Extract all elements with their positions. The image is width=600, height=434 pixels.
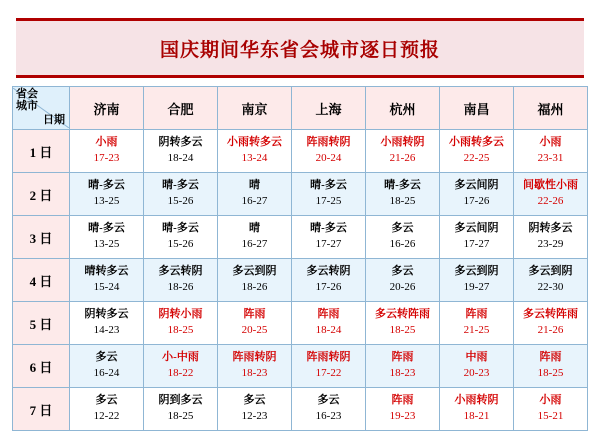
forecast-cell: 晴 16-27 — [218, 173, 292, 216]
forecast-cell: 小雨转多云 22-25 — [440, 130, 514, 173]
forecast-cell: 多云到阴 18-26 — [218, 259, 292, 302]
forecast-cell: 晴-多云 13-25 — [70, 216, 144, 259]
forecast-cell: 阴转多云 18-24 — [144, 130, 218, 173]
forecast-cell: 小雨转阴 18-21 — [440, 388, 514, 431]
row-day-label: 4 日 — [13, 259, 70, 302]
forecast-cell: 多云间阴 17-27 — [440, 216, 514, 259]
forecast-cell: 小雨 23-31 — [514, 130, 588, 173]
column-header-jinan: 济南 — [70, 87, 144, 130]
forecast-cell: 阵雨 18-23 — [366, 345, 440, 388]
row-day-label: 3 日 — [13, 216, 70, 259]
forecast-cell: 间歇性小雨 22-26 — [514, 173, 588, 216]
table-row — [13, 259, 588, 302]
forecast-cell: 多云转阴 17-26 — [292, 259, 366, 302]
column-header-fuzhou: 福州 — [514, 87, 588, 130]
row-day-label: 6 日 — [13, 345, 70, 388]
forecast-cell: 阵雨 18-24 — [292, 302, 366, 345]
forecast-cell: 多云转阵雨 21-26 — [514, 302, 588, 345]
column-header-hefei: 合肥 — [144, 87, 218, 130]
row-day-label: 1 日 — [13, 130, 70, 173]
table-row — [13, 130, 588, 173]
forecast-cell: 小雨 17-23 — [70, 130, 144, 173]
table-row — [13, 302, 588, 345]
page-title: 国庆期间华东省会城市逐日预报 — [159, 39, 440, 61]
forecast-cell: 阵雨 18-25 — [514, 345, 588, 388]
forecast-cell: 多云 12-23 — [218, 388, 292, 431]
table-header-row — [13, 87, 588, 130]
row-day-label: 5 日 — [13, 302, 70, 345]
column-header-hangzhou: 杭州 — [366, 87, 440, 130]
table-row — [13, 345, 588, 388]
forecast-cell: 阴转多云 23-29 — [514, 216, 588, 259]
row-day-label: 2 日 — [13, 173, 70, 216]
forecast-table-body — [13, 130, 588, 431]
forecast-cell: 小雨 15-21 — [514, 388, 588, 431]
forecast-cell: 阵雨转阴 18-23 — [218, 345, 292, 388]
forecast-cell: 多云到阴 22-30 — [514, 259, 588, 302]
forecast-cell: 晴-多云 17-27 — [292, 216, 366, 259]
forecast-cell: 阵雨转阴 20-24 — [292, 130, 366, 173]
corner-label-city: 省会 城市 — [16, 88, 38, 112]
column-header-nanchang: 南昌 — [440, 87, 514, 130]
column-header-nanjing: 南京 — [218, 87, 292, 130]
forecast-cell: 晴-多云 13-25 — [70, 173, 144, 216]
forecast-cell: 多云到阴 19-27 — [440, 259, 514, 302]
forecast-cell: 多云 16-24 — [70, 345, 144, 388]
forecast-cell: 晴-多云 15-26 — [144, 216, 218, 259]
forecast-cell: 晴转多云 15-24 — [70, 259, 144, 302]
forecast-cell: 阴到多云 18-25 — [144, 388, 218, 431]
forecast-cell: 多云 12-22 — [70, 388, 144, 431]
row-day-label: 7 日 — [13, 388, 70, 431]
forecast-cell: 多云转阴 18-26 — [144, 259, 218, 302]
forecast-cell: 多云 16-26 — [366, 216, 440, 259]
corner-label-date: 日期 — [43, 114, 65, 126]
forecast-cell: 多云转阵雨 18-25 — [366, 302, 440, 345]
forecast-cell: 小-中雨 18-22 — [144, 345, 218, 388]
forecast-cell: 阵雨 20-25 — [218, 302, 292, 345]
title-banner — [16, 18, 584, 78]
corner-header-cell — [13, 87, 70, 130]
table-row — [13, 173, 588, 216]
forecast-cell: 多云间阴 17-26 — [440, 173, 514, 216]
table-row — [13, 216, 588, 259]
forecast-cell: 晴-多云 18-25 — [366, 173, 440, 216]
forecast-cell: 阵雨转阴 17-22 — [292, 345, 366, 388]
table-row — [13, 388, 588, 431]
forecast-cell: 中雨 20-23 — [440, 345, 514, 388]
forecast-cell: 小雨转阴 21-26 — [366, 130, 440, 173]
forecast-cell: 多云 20-26 — [366, 259, 440, 302]
forecast-cell: 阵雨 19-23 — [366, 388, 440, 431]
forecast-cell: 阴转小雨 18-25 — [144, 302, 218, 345]
forecast-table — [12, 86, 588, 431]
forecast-cell: 晴 16-27 — [218, 216, 292, 259]
forecast-cell: 多云 16-23 — [292, 388, 366, 431]
forecast-cell: 小雨转多云 13-24 — [218, 130, 292, 173]
forecast-cell: 晴-多云 17-25 — [292, 173, 366, 216]
forecast-cell: 阵雨 21-25 — [440, 302, 514, 345]
forecast-cell: 阴转多云 14-23 — [70, 302, 144, 345]
forecast-cell: 晴-多云 15-26 — [144, 173, 218, 216]
column-header-shanghai: 上海 — [292, 87, 366, 130]
